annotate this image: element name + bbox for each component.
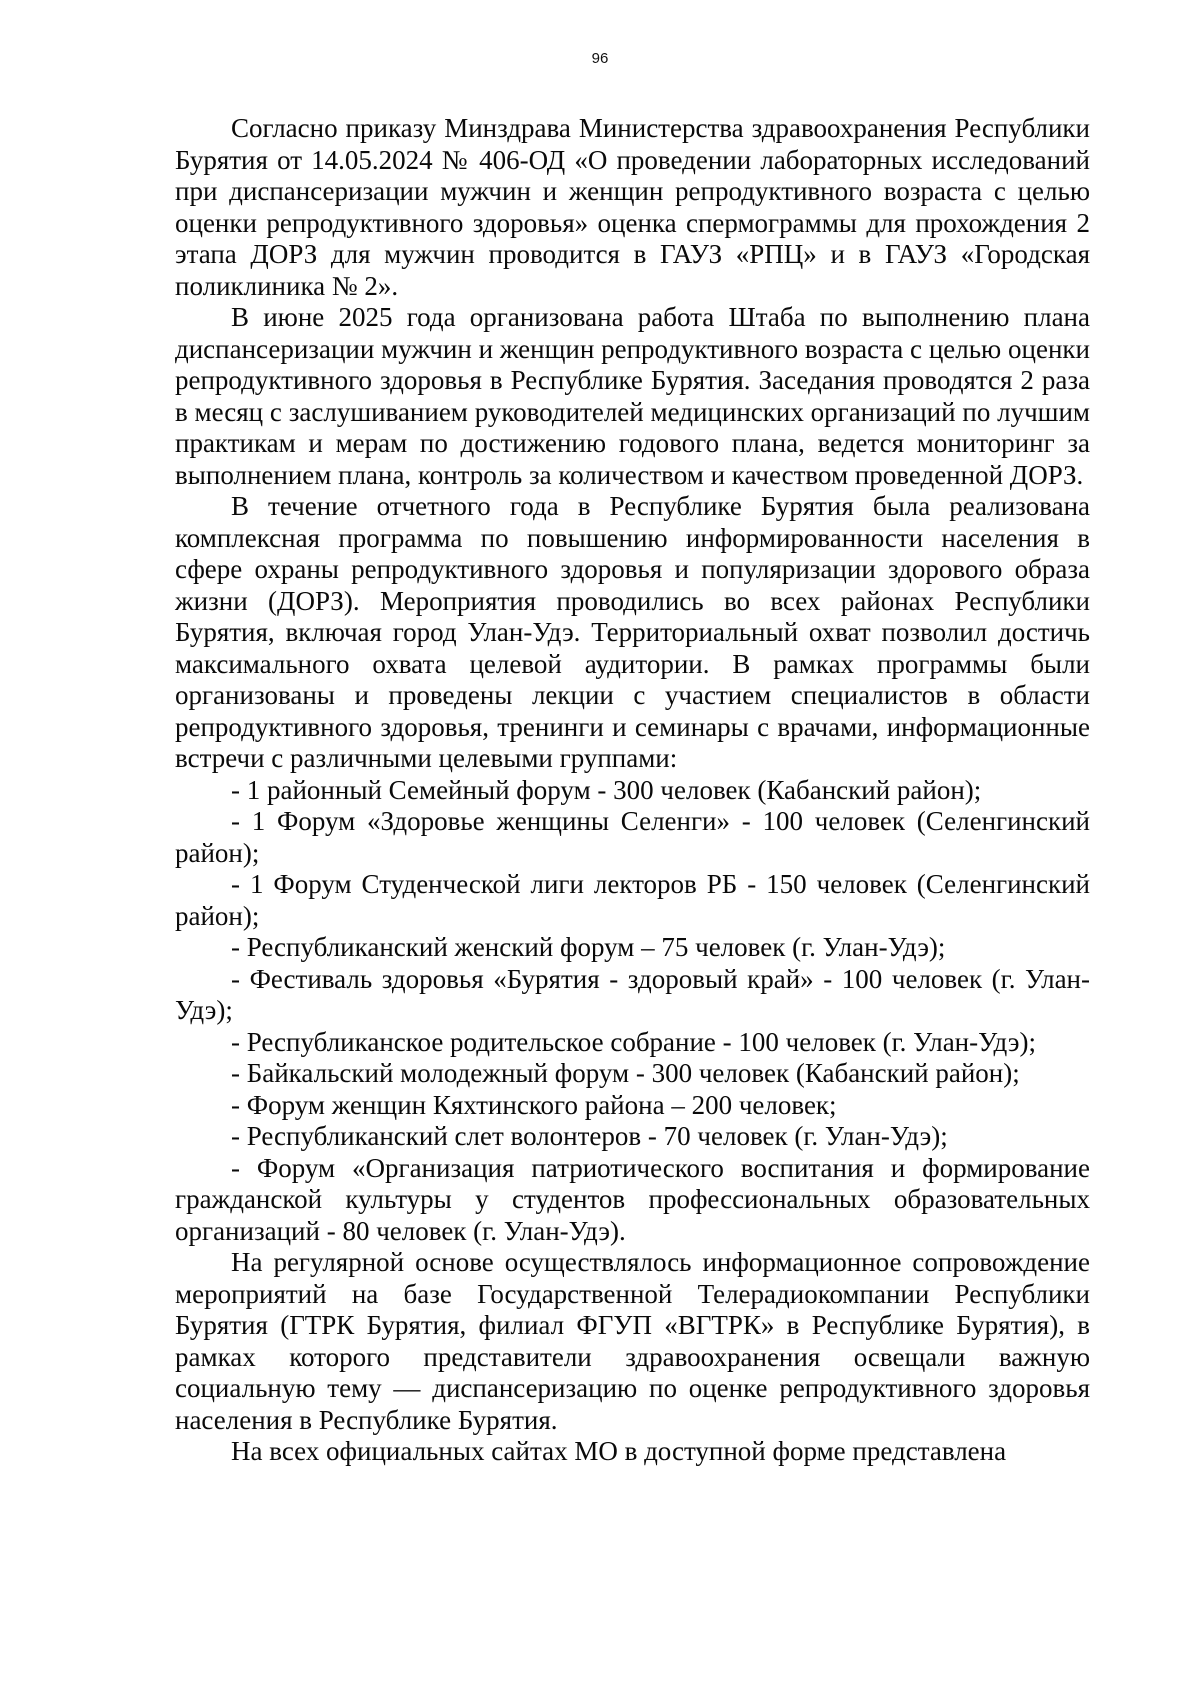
paragraph-media-coverage: На регулярной основе осуществлялось информационное сопровождение мероприятий на базе Государственной Телерадиокомпании Республики Бурятия (ГТРК Бурятия, филиал ФГУП «ВГТРК» в Республике Бурятия), в рамках которого представители здравоохранения освещали важную социальную тему — диспансеризацию по оценке репродуктивного здоровья населения в Республике Бурятия. xyxy=(175,1247,1090,1435)
event-list-item: - Форум «Организация патриотического воспитания и формирование гражданской культуры у студентов профессиональных образовательных организаций - 80 человек (г. Улан-Удэ). xyxy=(175,1152,1090,1246)
event-list-item: - Форум женщин Кяхтинского района – 200 человек; xyxy=(231,1089,837,1120)
event-list-item: - Фестиваль здоровья «Бурятия - здоровый край» - 100 человек (г. Улан-Удэ); xyxy=(175,963,1090,1025)
event-list-item: - 1 Форум Студенческой лиги лекторов РБ - 150 человек (Селенгинский район); xyxy=(175,869,1090,931)
event-list-item: - Байкальский молодежный форум - 300 человек (Кабанский район); xyxy=(231,1058,1020,1088)
document-body xyxy=(175,113,1090,1468)
paragraph-headquarters: В июне 2025 года организована работа Штаба по выполнению плана диспансеризации мужчин и женщин репродуктивного возраста с целью оценки репродуктивного здоровья в Республике Бурятия. Заседания проводятся 2 раза в месяц с заслушиванием руководителей медицинских организаций по лучшим практикам и мерам по достижению годового плана, ведется мониторинг за выполнением плана, контроль за количеством и качеством проведенной ДОРЗ. xyxy=(175,302,1090,490)
event-list-item: - 1 районный Семейный форум - 300 человек (Кабанский район); xyxy=(231,774,982,805)
event-list-item: - Республиканское родительское собрание - 100 человек (г. Улан-Удэ); xyxy=(231,1026,1036,1057)
event-list-item: - Республиканский женский форум – 75 человек (г. Улан-Удэ); xyxy=(231,932,946,962)
event-list-item: - Республиканский слет волонтеров - 70 человек (г. Улан-Удэ); xyxy=(231,1121,948,1151)
page-number: 96 xyxy=(591,50,609,67)
paragraph-awareness-program: В течение отчетного года в Республике Бурятия была реализована комплексная программа по повышению информированности населения в сфере охраны репродуктивного здоровья и популяризации здорового образа жизни (ДОРЗ). Мероприятия проводились во всех районах Республики Бурятия, включая город Улан-Удэ. Территориальный охват позволил достичь максимального охвата целевой аудитории. В рамках программы были организованы и проведены лекции с участием специалистов в области репродуктивного здоровья, тренинги и семинары с врачами, информационные встречи с различными целевыми группами: xyxy=(175,491,1090,773)
paragraph-official-sites: На всех официальных сайтах МО в доступной форме представлена xyxy=(231,1436,1007,1466)
event-list-item: - 1 Форум «Здоровье женщины Селенги» - 100 человек (Селенгинский район); xyxy=(175,806,1090,868)
paragraph-lab-order: Согласно приказу Минздрава Министерства здравоохранения Республики Бурятия от 14.05.2024 № 406-ОД «О проведении лабораторных исследований при диспансеризации мужчин и женщин репродуктивного возраста с целью оценки репродуктивного здоровья» оценка спермограммы для прохождения 2 этапа ДОРЗ для мужчин проводится в ГАУЗ «РПЦ» и в ГАУЗ «Городская поликлиника № 2». xyxy=(175,113,1090,301)
